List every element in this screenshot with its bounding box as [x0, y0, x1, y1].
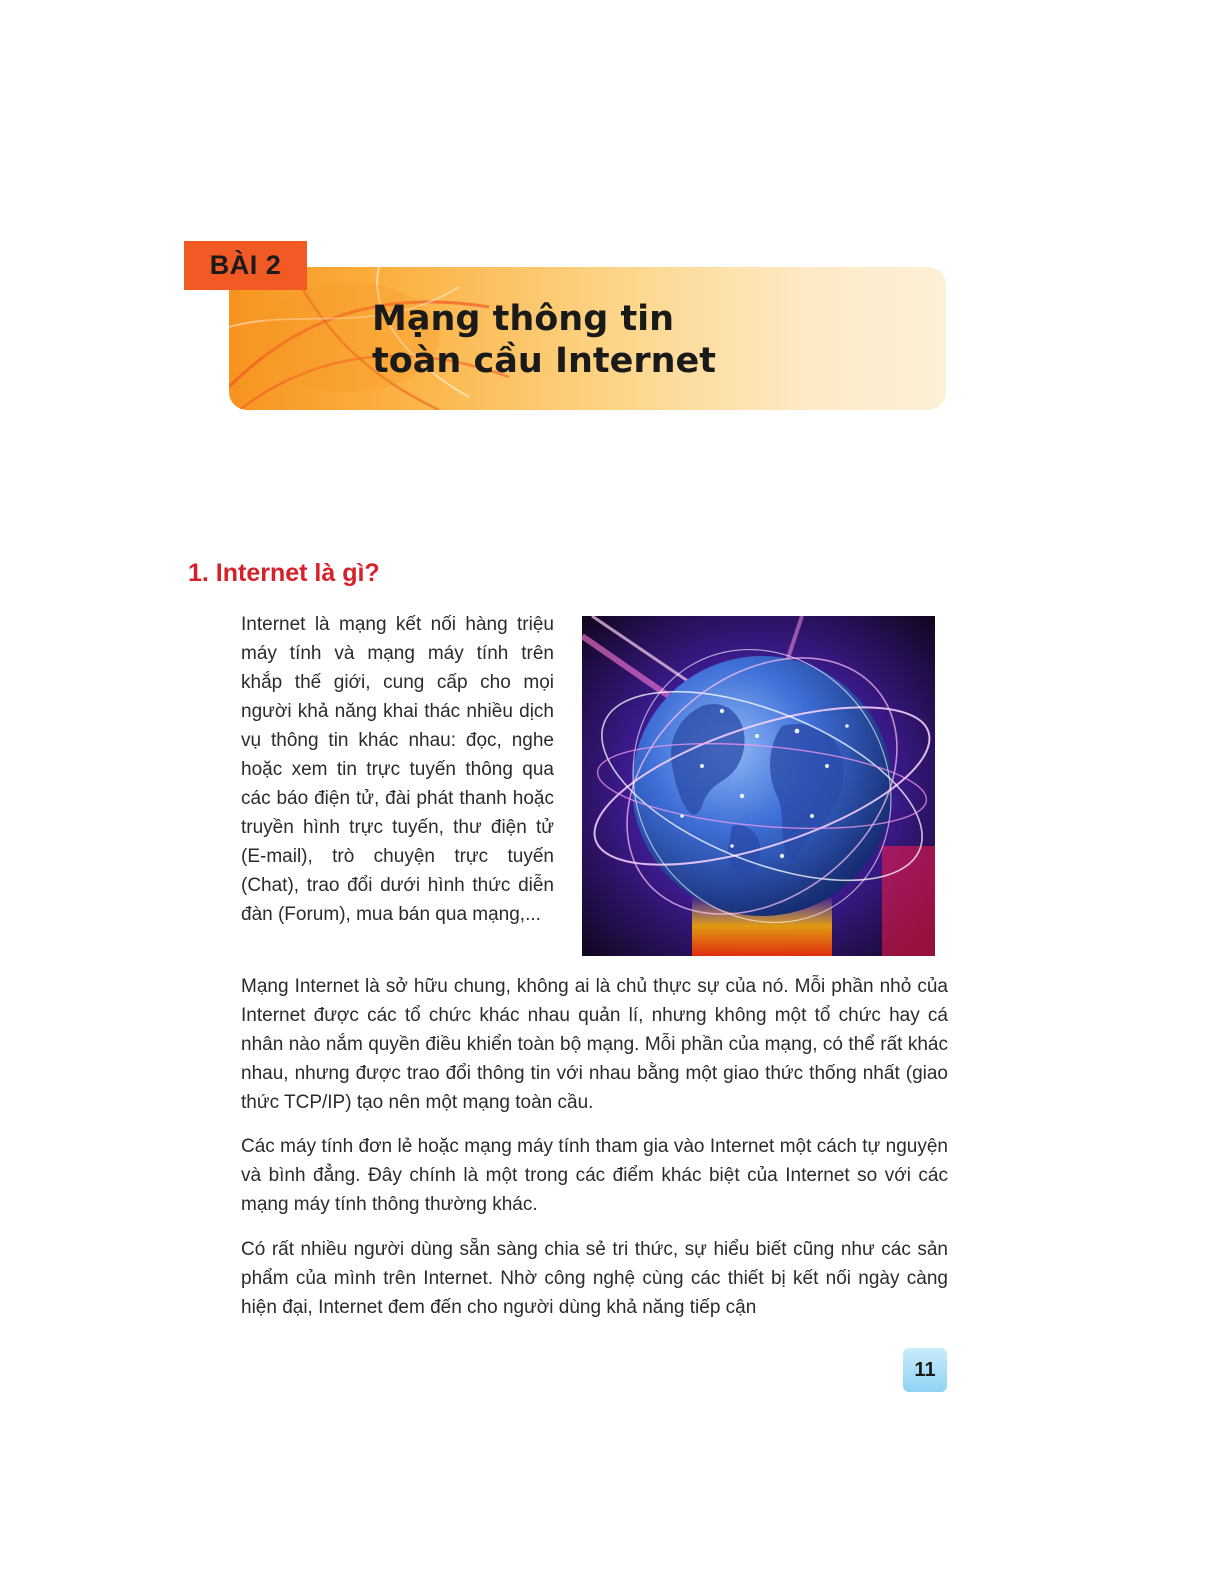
lesson-title: [372, 298, 892, 382]
paragraph-sharing: Có rất nhiều người dùng sẵn sàng chia sẻ tri thức, sự hiểu biết cũng như các sản phẩm của mình trên Internet. Nhờ công nghệ cùng các thiết bị kết nối ngày càng hiện đại, Internet đem đến cho người dùng khả năng tiếp cận: [241, 1239, 948, 1318]
section-heading: 1. Internet là gì?: [188, 559, 380, 587]
lesson-number-tag: BÀI 2: [184, 241, 307, 290]
paragraph-equality: Các máy tính đơn lẻ hoặc mạng máy tính tham gia vào Internet một cách tự nguyện và bình đẳng. Đây chính là một trong các điểm khác biệt của Internet so với các mạng máy tính thông thường khác.: [241, 1136, 948, 1215]
globe-network-illustration: [582, 616, 935, 956]
intro-paragraph: Internet là mạng kết nối hàng triệu máy tính và mạng máy tính trên khắp thế giới, cung cấp cho mọi người khả năng khai thác nhiều dịch vụ thông tin khác nhau: đọc, nghe hoặc xem tin trực tuyến thông qua các báo điện tử, đài phát thanh hoặc truyền hình trực tuyến, thư điện tử (E-mail), trò chuyện trực tuyến (Chat), trao đổi dưới hình thức diễn đàn (Forum), mua bán qua mạng,...: [241, 614, 554, 925]
lesson-title-line1: Mạng thông tin: [372, 299, 675, 339]
paragraph-ownership: Mạng Internet là sở hữu chung, không ai là chủ thực sự của nó. Mỗi phần nhỏ của Internet được các tổ chức khác nhau quản lí, nhưng không một tổ chức hay cá nhân nào nắm quyền điều khiển toàn bộ mạng. Mỗi phần của mạng, có thể rất khác nhau, nhưng được trao đổi thông tin với nhau bằng một giao thức thống nhất (giao thức TCP/IP) tạo nên một mạng toàn cầu.: [241, 976, 948, 1113]
lesson-title-line2: toàn cầu Internet: [372, 341, 717, 381]
page-number-badge: 11: [903, 1348, 947, 1392]
globe-network-image: [582, 616, 935, 956]
